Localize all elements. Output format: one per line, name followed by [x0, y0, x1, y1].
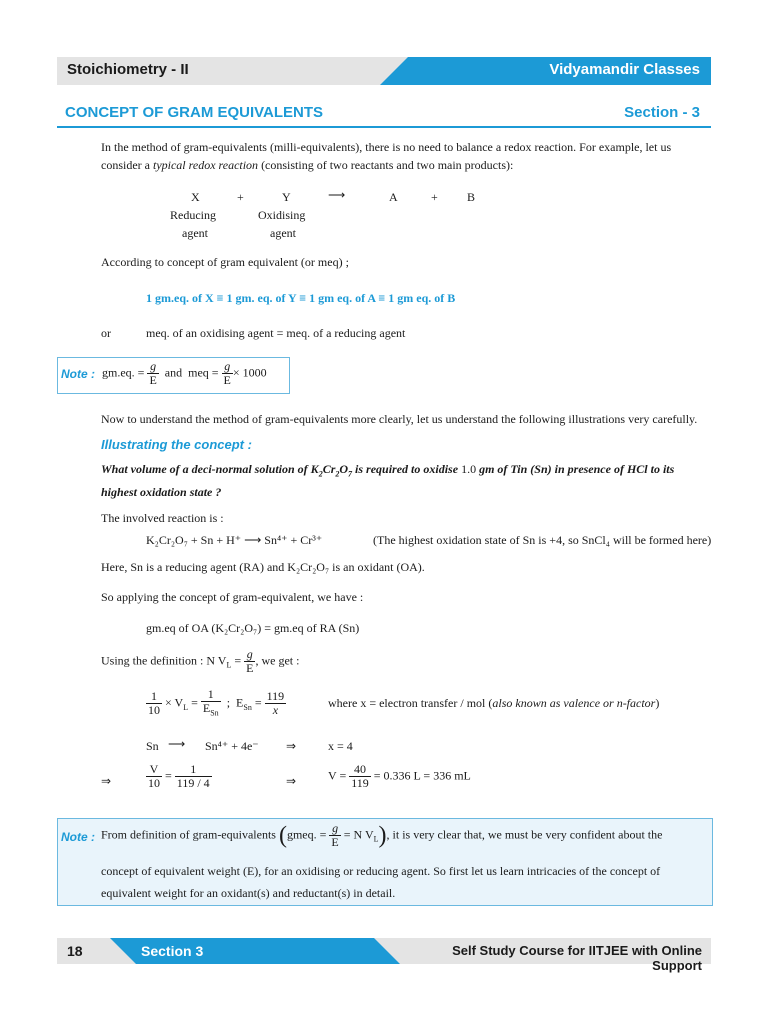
- section-label: Section - 3: [624, 104, 700, 121]
- electron-count: x = 4: [328, 739, 353, 753]
- course-title: Self Study Course for IITJEE with Online Support: [452, 943, 702, 973]
- illustration-intro: Now to understand the method of gram-equivalents more clearly, let us understand the following illustrations very carefully.: [101, 412, 698, 426]
- note-label: Note :: [61, 367, 95, 381]
- intro-paragraph: In the method of gram-equivalents (milli-equivalents), there is no need to balance a redox reaction. For example, let us consider a typical redox reaction (consisting of two reactants and two main products):: [101, 140, 672, 172]
- meq-statement: meq. of an oxidising agent = meq. of a reducing agent: [146, 326, 406, 340]
- definition-line: Using the definition : N $V_L$ = $\frac{g}{E}$ , we get :: [101, 647, 300, 675]
- implies-symbol: ⇒: [286, 774, 297, 788]
- footer-section: Section 3: [141, 943, 204, 959]
- note-line-2: concept of equivalent weight (E), for an oxidising or reducing agent. So first let us learn intricacies of the concept of: [101, 864, 661, 878]
- equivalence-statement: 1 gm.eq. of X ≡ 1 gm. eq. of Y ≡ 1 gm eq. of A ≡ 1 gm eq. of B: [146, 291, 456, 305]
- section-title: CONCEPT OF GRAM EQUIVALENTS: [65, 104, 324, 121]
- oxidation-state-comment: (The highest oxidation state of Sn is +4, so SnCl₄ will be formed here): [373, 533, 712, 547]
- note-label: Note :: [61, 830, 95, 844]
- question: What volume of a deci-normal solution of $K_2Cr_2O_7$ is required to oxidise 1.0 gm of Tin (Sn) in presence of HCl to its highest oxidation state ?: [101, 462, 675, 500]
- tin-species: Sn: [146, 739, 159, 753]
- gm-eq-equation: gm.eq of OA (K₂Cr₂O₇) = gm.eq of RA (Sn): [146, 621, 360, 635]
- agents-statement: Here, Sn is a reducing agent (RA) and K₂Cr₂O₇ is an oxidant (OA).: [101, 560, 425, 574]
- illustrating-heading: Illustrating the concept :: [101, 437, 252, 452]
- involved-reaction-label: The involved reaction is :: [101, 511, 224, 525]
- implies-symbol: ⇒: [286, 739, 297, 753]
- calculation-step-1: $\frac{1}{10}$ × $V_L$ = $\frac{1}{E_{Sn}}$ ; $E_{Sn}$ = $\frac{119}{x}$: [148, 687, 285, 718]
- page-number: 18: [67, 943, 83, 959]
- note-line-3: equivalent weight for an oxidant(s) and reductant(s) in detail.: [101, 886, 396, 900]
- note-formula: gm.eq. = $\frac{g}{E}$ and meq = $\frac{g}{E}$ × 1000: [102, 359, 267, 387]
- implies-symbol: ⇒: [101, 774, 112, 788]
- tin-oxidation-products: Sn⁴⁺ + 4e⁻: [205, 739, 259, 753]
- n-factor-explanation: where x = electron transfer / mol (also known as valence or n-factor): [328, 696, 660, 710]
- volume-equation: $\frac{V}{10}$ = $\frac{1}{119 / 4}$: [148, 762, 210, 790]
- reaction-arrow: ⟶: [168, 737, 186, 751]
- concept-line: According to concept of gram equivalent (or meq) ;: [101, 255, 349, 269]
- chapter-title: Stoichiometry - II: [67, 61, 189, 78]
- volume-result: V = $\frac{40}{119}$ = 0.336 L = 336 mL: [328, 762, 471, 790]
- applying-statement: So applying the concept of gram-equivalent, we have :: [101, 590, 364, 604]
- redox-equation: K₂Cr₂O₇ + Sn + H⁺ ⟶ Sn⁴⁺ + Cr³⁺: [146, 533, 323, 547]
- or-label: or: [101, 326, 111, 340]
- note-line-1: From definition of gram-equivalents (gmeq. = $\frac{g}{E}$ = N $V_L$), it is very clear that, we must be very confident about the: [101, 821, 663, 849]
- section-divider: [57, 126, 711, 128]
- brand-name: Vidyamandir Classes: [549, 61, 700, 78]
